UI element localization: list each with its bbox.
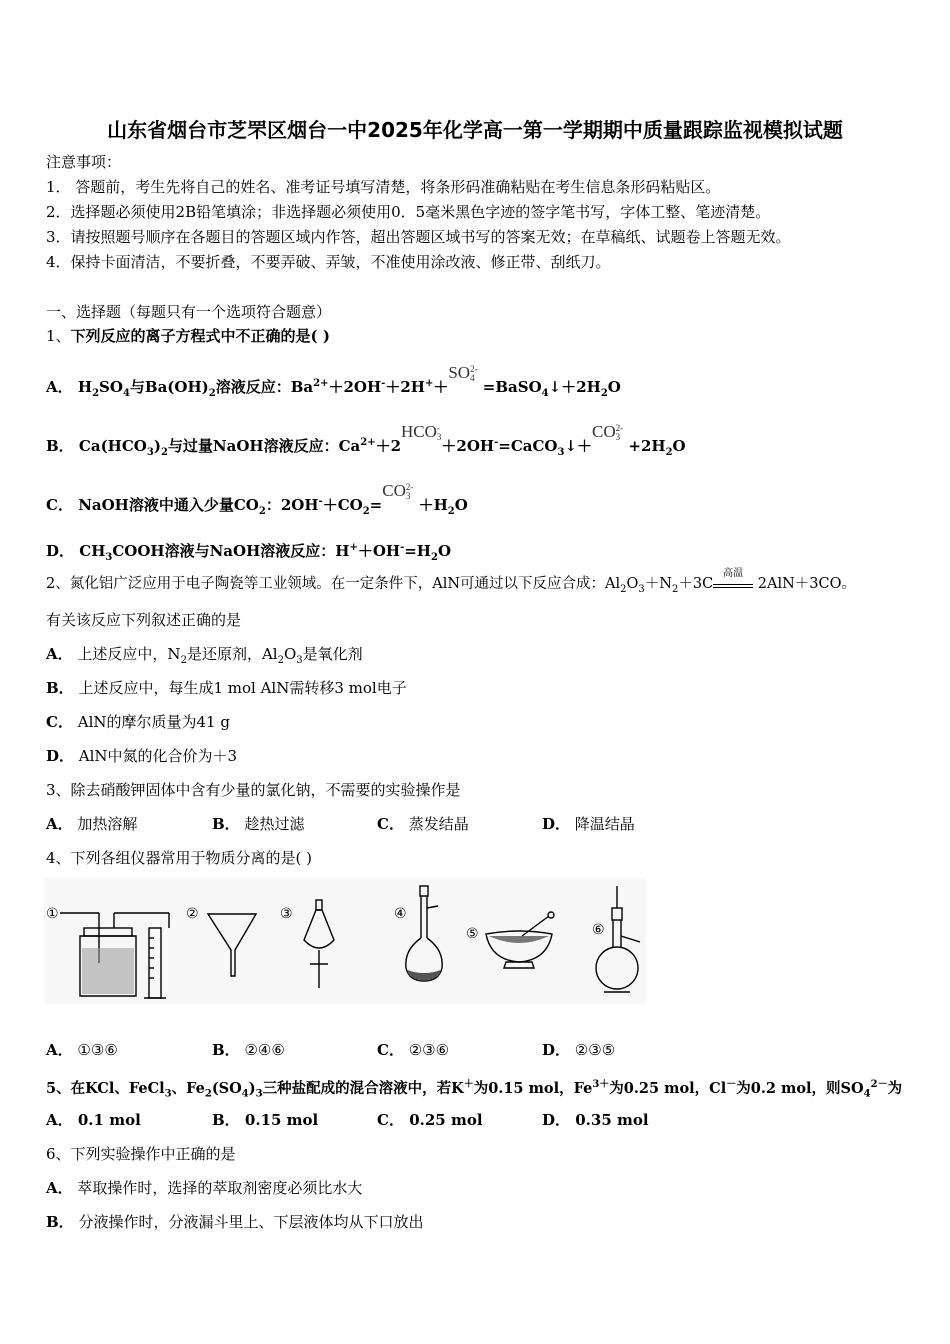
q1-a-text: 与Ba(OH) xyxy=(129,378,209,396)
q1-a-sub: 4 xyxy=(541,388,549,399)
q6-a-label: A． xyxy=(46,1179,73,1197)
q1-d-sub: 2 xyxy=(430,552,438,563)
q6-a-text: 萃取操作时，选择的萃取剂密度必须比水大 xyxy=(77,1179,363,1197)
q1-d-text: ＋OH xyxy=(357,542,401,560)
q1-b-text: ＋2OH xyxy=(441,437,495,455)
q4-c-label: C． xyxy=(377,1041,404,1059)
q1-b-sub: 2 xyxy=(160,447,168,458)
q2-d-text: AlN中氮的化合价为＋3 xyxy=(78,747,238,765)
q1-b-text: +2H xyxy=(623,437,666,455)
q1-c-text: = xyxy=(369,496,383,514)
q1-a-text: 溶液反应：Ba xyxy=(215,378,314,396)
figure-label-6: ⑥ xyxy=(592,922,605,938)
q2-option-c xyxy=(46,712,230,732)
q1-option-c xyxy=(46,481,468,522)
page-title: 山东省烟台市芝罘区烟台一中2025年化学高一第一学期期中质量跟踪监视模拟试题 xyxy=(107,118,843,142)
q4-b-label: B． xyxy=(212,1041,240,1059)
q1-d-sub: 3 xyxy=(105,552,113,563)
ion-text: HCO xyxy=(401,422,437,441)
q2-text: O xyxy=(626,576,639,592)
q3-option-b xyxy=(212,814,304,834)
reaction-condition xyxy=(713,568,753,588)
q1-b-text: ↓＋ xyxy=(564,437,593,455)
q1-d-text: O xyxy=(437,542,452,560)
q5-c-label: C． xyxy=(377,1111,404,1129)
q2-stem xyxy=(46,568,857,600)
ion-sub: 3 xyxy=(436,432,442,443)
q4-c-text: ②③⑥ xyxy=(408,1041,450,1059)
q5-sup: 3＋ xyxy=(592,1079,610,1090)
q1-a-sub: 4 xyxy=(122,388,130,399)
q5-text: ) xyxy=(248,1079,256,1097)
q5-a-label: A． xyxy=(46,1111,73,1129)
q3-option-c xyxy=(377,814,469,834)
q1-b-text: ) xyxy=(153,437,161,455)
q3-option-a xyxy=(46,814,137,834)
condition-text: 高温 xyxy=(723,568,744,579)
q4-option-a xyxy=(46,1040,118,1060)
q1-num: 1、 xyxy=(46,327,71,345)
q2-a-text: 上述反应中，N xyxy=(77,645,181,663)
ion-charge: - xyxy=(436,423,440,434)
ion-charge: 2- xyxy=(470,364,478,375)
q6-stem: 6、下列实验操作中正确的是 xyxy=(46,1145,236,1163)
q1-c-text: ＋H xyxy=(413,496,448,514)
q2-c-text: AlN的摩尔质量为41 g xyxy=(77,713,230,731)
q4-d-label: D． xyxy=(542,1041,571,1059)
q5-b-label: B． xyxy=(212,1111,240,1129)
figure-label-2: ② xyxy=(186,906,199,922)
q5-b-text: 0.15 mol xyxy=(244,1111,319,1129)
q1-b-sup: - xyxy=(494,437,499,448)
q2-text: ＋N xyxy=(644,576,672,592)
q5-text: 为 xyxy=(887,1079,903,1097)
q1-c-text: NaOH溶液中通入少量CO xyxy=(78,496,259,514)
q5-sup: － xyxy=(726,1079,737,1090)
q1-b-text: ＋2 xyxy=(375,437,402,455)
q6-option-a xyxy=(46,1178,362,1198)
q3-b-text: 趁热过滤 xyxy=(244,815,305,833)
q4-option-d xyxy=(542,1040,615,1060)
q4-a-text: ①③⑥ xyxy=(77,1041,118,1059)
q5-sub: 4 xyxy=(863,1088,871,1100)
q1-a-sub: 2 xyxy=(600,388,608,399)
notice-item-1: 1． 答题前，考生先将自己的姓名、准考证号填写清楚，将条形码准确粘贴在考生信息条形码粘贴区。 xyxy=(46,178,721,196)
bicarbonate-ion xyxy=(401,422,441,442)
q5-text: (SO xyxy=(211,1079,242,1097)
q1-c-sup: - xyxy=(318,496,323,507)
q1-b-text: =CaCO xyxy=(498,437,558,455)
ion-text: SO xyxy=(448,363,471,382)
q1-c-label: C． xyxy=(46,496,73,514)
q6-b-label: B． xyxy=(46,1213,74,1231)
q1-b-label: B． xyxy=(46,437,74,455)
q2-a-sub: 3 xyxy=(296,655,303,666)
q3-a-text: 加热溶解 xyxy=(77,815,138,833)
q1-b-sup: 2+ xyxy=(360,437,376,448)
notice-item-4: 4．保持卡面清洁，不要折叠，不要弄破、弄皱，不准使用涂改液、修正带、刮纸刀。 xyxy=(46,253,611,271)
q1-text: 下列反应的离子方程式中不正确的是( ) xyxy=(70,327,330,345)
ion-sub: 4 xyxy=(470,373,475,384)
q5-sup: ＋ xyxy=(463,1079,474,1090)
q3-option-d xyxy=(542,814,635,834)
q1-a-label: A． xyxy=(46,378,73,396)
q2-option-d xyxy=(46,746,237,766)
q2-a-text: O xyxy=(283,645,297,663)
q2-text: 2、氮化铝广泛应用于电子陶瓷等工业领域。在一定条件下，AlN可通过以下反应合成：Al xyxy=(46,576,621,592)
q5-c-text: 0.25 mol xyxy=(409,1111,483,1129)
q1-b-sub: 2 xyxy=(665,447,673,458)
ion-text: CO xyxy=(382,481,406,500)
q1-a-sup: 2+ xyxy=(313,378,329,389)
q1-b-text: 与过量NaOH溶液反应：Ca xyxy=(167,437,361,455)
ion-charge: 2- xyxy=(405,482,414,493)
q5-sub: 2 xyxy=(204,1088,212,1100)
q2-text: 2AlN＋3CO。 xyxy=(753,576,857,592)
ion-charge: 2- xyxy=(615,423,624,434)
q5-text: 5、在KCl、FeCl xyxy=(46,1079,165,1097)
q2-a-text: 是氧化剂 xyxy=(302,645,363,663)
q1-a-text: ↓＋2H xyxy=(548,378,601,396)
q5-text: 三种盐配成的混合溶液中，若K xyxy=(262,1079,464,1097)
q2-sub: 2 xyxy=(620,583,627,595)
q5-text: 为0.25 mol，Cl xyxy=(609,1079,727,1097)
q1-option-d xyxy=(46,538,451,568)
carbonate-ion xyxy=(592,422,623,442)
q1-a-sup: - xyxy=(381,378,386,389)
q2-c-label: C． xyxy=(46,713,73,731)
q3-d-label: D． xyxy=(542,815,571,833)
q1-d-text: =H xyxy=(404,542,431,560)
q1-d-text: COOH溶液与NaOH溶液反应：H xyxy=(112,542,350,560)
q4-b-text: ②④⑥ xyxy=(244,1041,285,1059)
sulfate-ion xyxy=(448,363,477,383)
q6-b-text: 分液操作时，分液漏斗里上、下层液体均从下口放出 xyxy=(78,1213,424,1231)
q2-sub: 3 xyxy=(638,583,645,595)
section-heading: 一、选择题（每题只有一个选项符合题意） xyxy=(46,303,332,321)
q5-stem xyxy=(46,1075,902,1105)
q2-option-b xyxy=(46,678,407,698)
q1-a-text: H xyxy=(77,378,93,396)
ion-text: CO xyxy=(592,422,616,441)
q5-option-c xyxy=(377,1110,483,1130)
notice-item-2: 2．选择题必须使用2B铅笔填涂；非选择题必须使用0．5毫米黑色字迹的签字笔书写，字体工整、笔迹清楚。 xyxy=(46,203,771,221)
q2-a-sub: 2 xyxy=(180,655,187,666)
q3-c-label: C． xyxy=(377,815,404,833)
q6-option-b xyxy=(46,1212,423,1232)
q1-b-text: Ca(HCO xyxy=(78,437,147,455)
q1-c-sub: 2 xyxy=(258,506,266,517)
q4-stem: 4、下列各组仪器常用于物质分离的是( ) xyxy=(46,849,313,867)
q1-stem xyxy=(46,326,330,346)
q2-b-text: 上述反应中，每生成1 mol AlN需转移3 mol电子 xyxy=(78,679,407,697)
lab-apparatus-figure xyxy=(44,878,646,1004)
q2-b-label: B． xyxy=(46,679,74,697)
ion-sub: 3 xyxy=(615,432,621,443)
q1-b-sub: 3 xyxy=(557,447,565,458)
q5-d-label: D． xyxy=(542,1111,571,1129)
q1-c-text: ＋CO xyxy=(322,496,363,514)
q1-d-text: CH xyxy=(79,542,106,560)
ion-sub: 3 xyxy=(405,491,411,502)
q1-d-sup: - xyxy=(400,542,405,553)
equals-bar xyxy=(713,584,753,588)
q1-a-text: =BaSO xyxy=(477,378,542,396)
q1-a-sub: 2 xyxy=(92,388,100,399)
q1-a-text: ＋2H xyxy=(385,378,425,396)
q3-b-label: B． xyxy=(212,815,240,833)
q2-a-sub: 2 xyxy=(277,655,284,666)
q1-c-sub: 2 xyxy=(362,506,370,517)
q4-option-b xyxy=(212,1040,285,1060)
q2-a-label: A． xyxy=(46,645,73,663)
q5-text: 、Fe xyxy=(171,1079,205,1097)
q1-d-sup: + xyxy=(349,542,358,553)
q1-option-a xyxy=(46,363,621,404)
q3-a-label: A． xyxy=(46,815,73,833)
q2-a-text: 是还原剂，Al xyxy=(186,645,278,663)
q1-a-text: O xyxy=(607,378,621,396)
q1-option-b xyxy=(46,422,686,463)
q2-option-a xyxy=(46,644,363,671)
q5-text: 为0.2 mol，则SO xyxy=(736,1079,864,1097)
q5-d-text: 0.35 mol xyxy=(575,1111,649,1129)
q1-a-text: ＋2OH xyxy=(328,378,382,396)
q1-c-sub: 2 xyxy=(447,506,455,517)
q2-stem-b: 有关该反应下列叙述正确的是 xyxy=(46,611,242,629)
figure-label-5: ⑤ xyxy=(466,926,479,942)
q1-a-sup: + xyxy=(424,378,434,389)
figure-label-1: ① xyxy=(46,906,59,922)
q1-b-sub: 3 xyxy=(146,447,154,458)
q3-stem: 3、除去硝酸钾固体中含有少量的氯化钠，不需要的实验操作是 xyxy=(46,781,461,799)
q5-sub: 4 xyxy=(241,1088,249,1100)
q4-a-label: A． xyxy=(46,1041,73,1059)
q4-option-c xyxy=(377,1040,449,1060)
q5-sub: 3 xyxy=(164,1088,172,1100)
q2-d-label: D． xyxy=(46,747,75,765)
q1-a-text: ＋ xyxy=(433,378,449,396)
q5-option-a xyxy=(46,1110,141,1130)
notice-heading: 注意事项： xyxy=(46,153,122,171)
q4-d-text: ②③⑤ xyxy=(574,1041,616,1059)
q1-a-text: SO xyxy=(99,378,123,396)
figure-label-3: ③ xyxy=(280,906,293,922)
carbonate-ion xyxy=(382,481,413,501)
q5-text: 为0.15 mol，Fe xyxy=(473,1079,593,1097)
q1-d-label: D． xyxy=(46,542,75,560)
figure-label-4: ④ xyxy=(394,906,407,922)
q2-text: ＋3C xyxy=(678,576,714,592)
q3-c-text: 蒸发结晶 xyxy=(408,815,469,833)
q5-sub: 3 xyxy=(255,1088,263,1100)
q3-d-text: 降温结晶 xyxy=(574,815,635,833)
q5-sup: 2－ xyxy=(870,1079,888,1090)
q5-a-text: 0.1 mol xyxy=(77,1111,141,1129)
q1-b-text: O xyxy=(672,437,686,455)
q2-sub: 2 xyxy=(671,583,679,595)
q5-option-b xyxy=(212,1110,318,1130)
q1-c-text: O xyxy=(454,496,468,514)
q1-a-sub: 2 xyxy=(208,388,216,399)
notice-item-3: 3．请按照题号顺序在各题目的答题区域内作答，超出答题区域书写的答案无效；在草稿纸、试题卷上答题无效。 xyxy=(46,228,791,246)
q1-c-text: ：2OH xyxy=(265,496,319,514)
q5-option-d xyxy=(542,1110,649,1130)
